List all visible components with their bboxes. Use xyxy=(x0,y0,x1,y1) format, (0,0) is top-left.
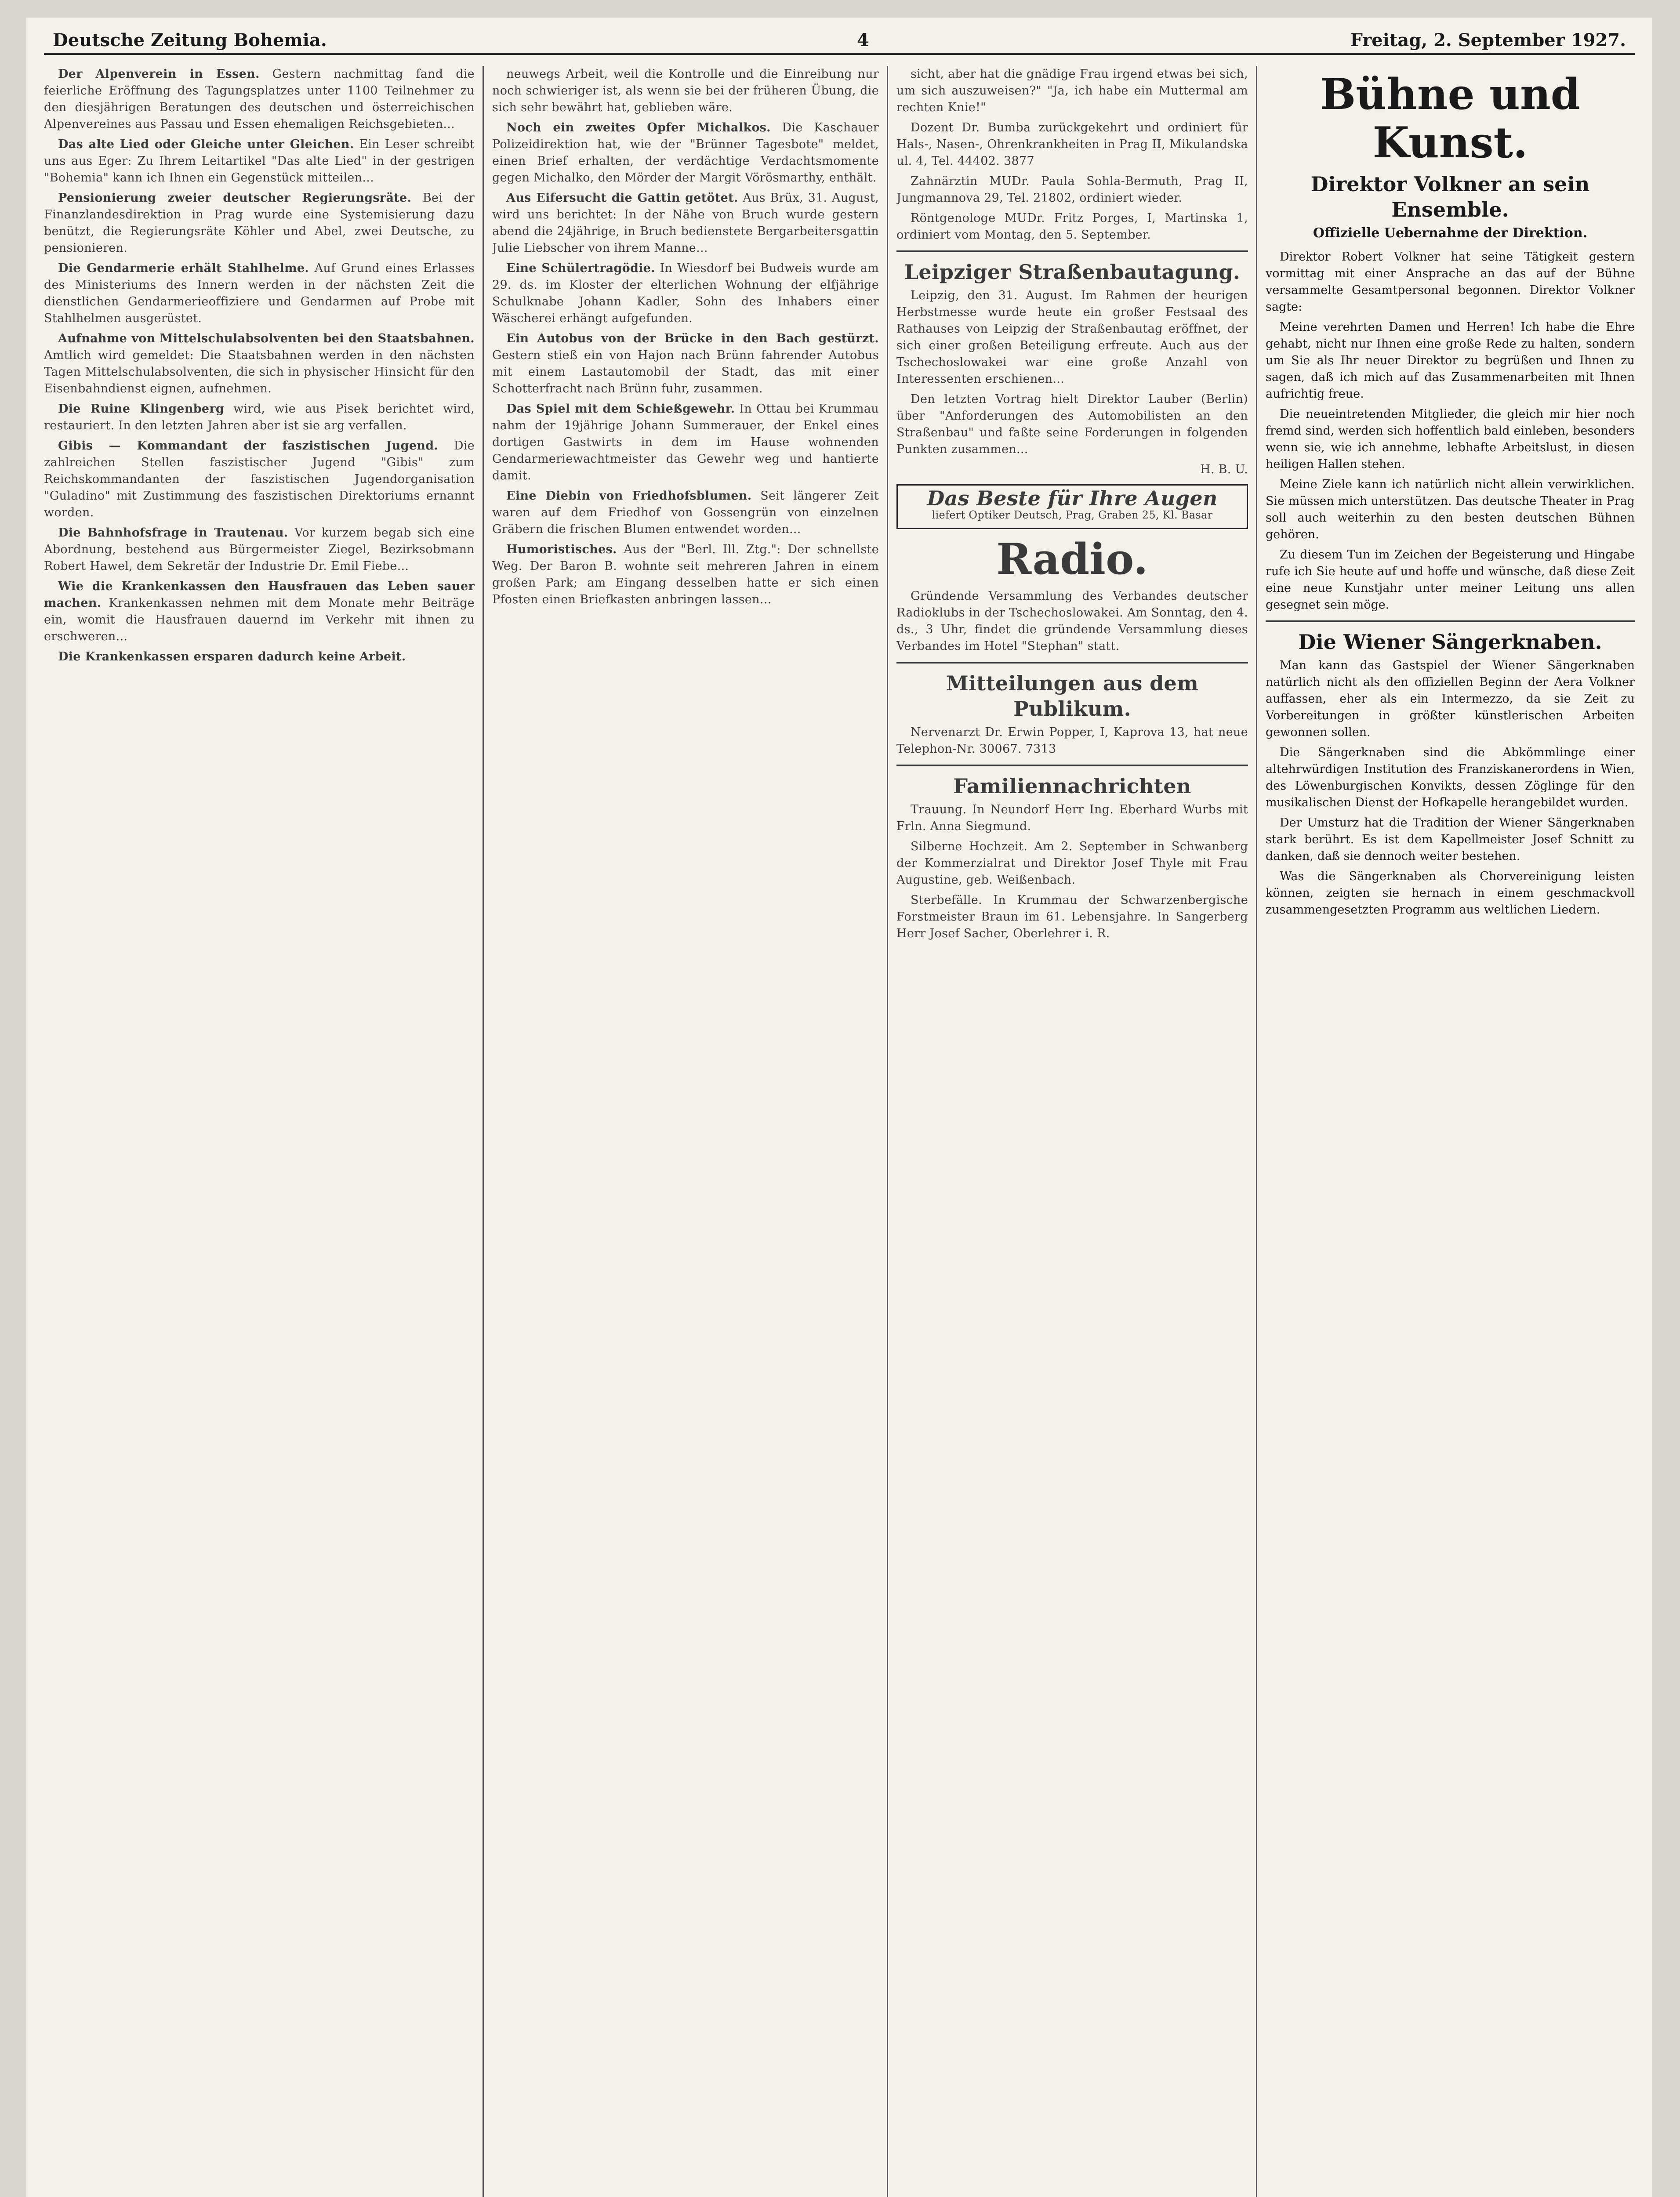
heading-publikum: Mitteilungen aus dem Publikum. xyxy=(946,671,1199,721)
article-humoristisches: Humoristisches. Aus der "Berl. Ill. Ztg.": Der schnellste Weg. Der Baron B. wohnte seit mehreren Jahren in einem großen Park; am Eingang desselben hatte er sich einen Pfosten einen Briefkasten anbringen lassen... xyxy=(492,543,879,606)
article-gibis: Gibis — Kommandant der faszistischen Jugend. Die zahlreichen Stellen faszistischer Jugend "Gibis" zum Reichskommandanten der faszistischen Jugendorganisation "Guladino" mit Zustimmung des faszistischen Direktoriums ernannt worden. xyxy=(44,439,475,519)
column-4 xyxy=(1266,66,1635,2197)
article-klingenberg: Die Ruine Klingenberg wird, wie aus Pisek berichtet wird, restauriert. In den letzten Jahren aber ist sie arg verfallen. xyxy=(44,402,475,432)
column-3 xyxy=(896,66,1248,2197)
article-radio: Gründende Versammlung des Verbandes deutscher Radioklubs in der Tschechoslowakei. Am Sonntag, den 4. ds., 3 Uhr, findet die gründende Versammlung dieses Verbandes im Hotel "Stephan" statt. xyxy=(896,589,1248,653)
article-krankenkassen: Wie die Krankenkassen den Hausfrauen das Leben sauer machen. Krankenkassen nehmen mit dem Monate mehr Beiträge ein, womit die Hausfrauen dauernd im Verkehr mit ihnen zu erschweren... xyxy=(44,580,475,643)
article-saengerknaben: Man kann das Gastspiel der Wiener Sängerknaben natürlich nicht als den offiziellen Beginn der Aera Volkner auffassen, eher als ein Intermezzo, da sie Zeit zu Vorbereitungen in größter künstlerischen Arbeiten gewonnen sollen. xyxy=(1266,659,1635,739)
notice-bumba: Dozent Dr. Bumba zurückgekehrt und ordiniert für Hals-, Nasen-, Ohrenkrankheiten in Prag II, Mikulandska ul. 4, Tel. 44402. 3877 xyxy=(896,121,1248,168)
familie-trauung: Trauung. In Neundorf Herr Ing. Eberhard Wurbs mit Frln. Anna Siegmund. xyxy=(896,803,1248,833)
article-strassenbau: Leipzig, den 31. August. Im Rahmen der heurigen Herbstmesse wurde heute ein großer Festsaal des Rathauses von Leipzig der Straßenbautag eröffnet, der sich einer großen Beteiligung erfreute. Auch aus der Tschechoslowakei war eine große Anzahl von Interessenten erschienen... xyxy=(896,289,1248,386)
article-strassenbau-2: Den letzten Vortrag hielt Direktor Lauber (Berlin) über "Anforderungen des Automobilisten an den Straßenbau" und faßte seine Forderungen in folgenden Punkten zusammen... xyxy=(896,392,1248,456)
issue-date: Freitag, 2. September 1927. xyxy=(1350,30,1626,51)
article-pensionierung: Pensionierung zweier deutscher Regierungsräte. Bei der Finanzlandesdirektion in Prag wurde eine Systemisierung dazu benützt, die Regierungsräte Köhler und Abel, zwei Deutsche, zu pensionieren. xyxy=(44,191,475,255)
ad-details: liefert Optiker Deutsch, Prag, Graben 25, Kl. Basar xyxy=(932,509,1213,521)
divider xyxy=(896,250,1248,252)
article-direktor: Direktor Robert Volkner hat seine Tätigkeit gestern vormittag mit einer Ansprache an das auf der Bühne versammelte Gesamtpersonal begonnen. Direktor Volkner sagte: xyxy=(1266,250,1635,314)
article-direktor-5: Zu diesem Tun im Zeichen der Begeisterung und Hingabe rufe ich Sie heute auf und hoffe und wünsche, daß diese Zeit eine neue Kunstjahr unter meiner Leitung uns allen gesegnet sein möge. xyxy=(1266,548,1635,612)
article-direktor-2: Meine verehrten Damen und Herren! Ich habe die Ehre gehabt, nicht nur Ihnen eine große Rede zu halten, sondern um Sie als Ihr neuer Direktor zu begrüßen und Ihnen zu sagen, daß ich mich auf das Zusammenarbeiten mit Ihnen aufrichtig freue. xyxy=(1266,320,1635,401)
article-continued: neuwegs Arbeit, weil die Kontrolle und die Einreibung nur noch schwieriger ist, als wenn sie bei der früheren Übung, die sich sehr bewährt hat, geblieben wäre. xyxy=(492,67,879,114)
article-schuelertragoedie: Eine Schülertragödie. In Wiesdorf bei Budweis wurde am 29. ds. im Kloster der elterlichen Wohnung der elfjährige Schulknabe Johann Kadler, Sohn des Inhabers einer Wäscherei erhängt aufgefunden. xyxy=(492,261,879,325)
article-signature: H. B. U. xyxy=(1200,463,1248,476)
article-krankenkassen-end: Die Krankenkassen ersparen dadurch keine Arbeit. xyxy=(58,650,406,663)
article-staatsbahnen: Aufnahme von Mittelschulabsolventen bei den Staatsbahnen. Amtlich wird gemeldet: Die Staatsbahnen werden in den nächsten Tagen Mittelschulabsolventen, die sich in physischer Hinsicht für den Eisenbahndienst eignen, aufnehmen. xyxy=(44,332,475,395)
paper-name: Deutsche Zeitung Bohemia. xyxy=(53,30,327,51)
notice-porges: Röntgenologe MUDr. Fritz Porges, I, Martinska 1, ordiniert vom Montag, den 5. September. xyxy=(896,211,1248,242)
article-direktor-3: Die neueintretenden Mitglieder, die gleich mir hier noch fremd sind, werden sich hoffentlich bald einleben, besonders wenn sie, wie ich annehme, lebhafte Arbeitslust, in diesen heiligen Hallen stehen. xyxy=(1266,407,1635,471)
article-alpenverein: Der Alpenverein in Essen. Gestern nachmittag fand die feierliche Eröffnung des Tagungsplatzes unter 1100 Teilnehmer zu den diesjährigen Beratungen des deutschen und österreichischen Alpenvereines aus Passau und Essen ehemaligen Reichsgebieten... xyxy=(44,67,475,131)
divider xyxy=(1266,620,1635,622)
notice-sohla: Zahnärztin MUDr. Paula Sohla-Bermuth, Prag II, Jungmannova 29, Tel. 21802, ordiniert wieder. xyxy=(896,174,1248,205)
article-eifersucht: Aus Eifersucht die Gattin getötet. Aus Brüx, 31. August, wird uns berichtet: In der Nähe von Bruch wurde gestern abend die 24jährige, in Bruch bedienstete Bergarbeitersgattin Julie Liebscher von ihrem Manne... xyxy=(492,191,879,255)
article-gendarmerie: Die Gendarmerie erhält Stahlhelme. Auf Grund eines Erlasses des Ministeriums des Innern werden in der nächsten Zeit die dienstlichen Gendarmerieoffiziere und Gendarmen auf Probe mit Stahlhelmen ausgerüstet. xyxy=(44,261,475,325)
article-michalko: Noch ein zweites Opfer Michalkos. Die Kaschauer Polizeidirektion hat, wie der "Brünner Tagesbote" meldet, einen Brief erhalten, der verdächtige Verdachtsmomente gegen Michalko, den Mörder der Margit Vörösmarthy, enthält. xyxy=(492,121,879,185)
article-continued: sicht, aber hat die gnädige Frau irgend etwas bei sich, um sich auszuweisen?" "Ja, ich habe ein Muttermal am rechten Knie!" xyxy=(896,67,1248,114)
heading-familie: Familiennachrichten xyxy=(953,774,1191,798)
article-autobus: Ein Autobus von der Brücke in den Bach gestürzt. Gestern stieß ein von Hajon nach Brünn fahrender Autobus mit einem Lastautomobil der Stadt, das mit einer Schotterfracht nach Brünn fuhr, zusammen. xyxy=(492,332,879,395)
section-title: Bühne und Kunst. xyxy=(1320,69,1580,167)
article-saengerknaben-3: Der Umsturz hat die Tradition der Wiener Sängerknaben stark berührt. Es ist dem Kapellmeister Josef Schnitt zu danken, daß sie dennoch weiter bestehen. xyxy=(1266,816,1635,863)
heading-saengerknaben: Die Wiener Sängerknaben. xyxy=(1298,630,1602,654)
running-header xyxy=(44,26,1635,55)
heading-direktor: Direktor Volkner an sein Ensemble. xyxy=(1310,172,1590,221)
article-schiessgewehr: Das Spiel mit dem Schießgewehr. In Ottau bei Krummau nahm der 19jährige Johann Summerauer, der Enkel eines dortigen Gastwirts in dem im Hause wohnenden Gendarmeriewachtmeister das Gewehr weg und hantierte damit. xyxy=(492,402,879,482)
divider xyxy=(896,662,1248,663)
ad-headline: Das Beste für Ihre Augen xyxy=(927,486,1218,510)
subheading-direktor: Offizielle Uebernahme der Direktion. xyxy=(1313,225,1588,241)
column-divider xyxy=(887,66,888,2197)
notice-popper: Nervenarzt Dr. Erwin Popper, I, Kaprova 13, hat neue Telephon-Nr. 30067. 7313 xyxy=(896,725,1248,756)
heading-radio: Radio. xyxy=(996,534,1148,584)
column-divider xyxy=(1256,66,1257,2197)
article-direktor-4: Meine Ziele kann ich natürlich nicht allein verwirklichen. Sie müssen mich unterstützen. Das deutsche Theater in Prag soll auch weiterhin zu den besten deutschen Bühnen gehören. xyxy=(1266,478,1635,541)
article-saengerknaben-4: Was die Sängerknaben als Chorvereinigung leisten können, zeigten sie hernach in einem geschmackvoll zusammengesetzten Programm aus weltlichen Liedern. xyxy=(1266,870,1635,917)
column-2 xyxy=(492,66,879,2197)
article-altes-lied: Das alte Lied oder Gleiche unter Gleichen. Ein Leser schreibt uns aus Eger: Zu Ihrem Leitartikel "Das alte Lied" in der gestrigen "Bohemia" kann ich Ihnen ein Gegenstück mitteilen... xyxy=(44,138,475,185)
column-divider xyxy=(483,66,484,2197)
article-saengerknaben-2: Die Sängerknaben sind die Abkömmlinge einer altehrwürdigen Institution des Franziskanerordens in Wien, des Löwenburgischen Konvikts, dessen Zöglinge für den musikalischen Dienst der Hofkapelle herangebildet wurden. xyxy=(1266,746,1635,809)
page-number: 4 xyxy=(857,30,869,51)
newspaper-page xyxy=(26,18,1652,2197)
familie-hochzeit: Silberne Hochzeit. Am 2. September in Schwanberg der Kommerzialrat und Direktor Josef Thyle mit Frau Augustine, geb. Weißenbach. xyxy=(896,840,1248,887)
familie-sterbefaelle: Sterbefälle. In Krummau der Schwarzenbergische Forstmeister Braun im 61. Lebensjahre. In Sangerberg Herr Josef Sacher, Oberlehrer i. R. xyxy=(896,893,1248,940)
article-friedhofsblumen: Eine Diebin von Friedhofsblumen. Seit längerer Zeit waren auf dem Friedhof von Gossengrün von einzelnen Gräbern die frischen Blumen entwendet worden... xyxy=(492,489,879,536)
article-bahnhofsfrage: Die Bahnhofsfrage in Trautenau. Vor kurzem begab sich eine Abordnung, bestehend aus Bürgermeister Ziegel, Bezirksobmann Robert Hawel, dem Sekretär der Industrie Dr. Emil Fiebe... xyxy=(44,526,475,573)
divider xyxy=(896,765,1248,766)
heading-strassenbau: Leipziger Straßenbautagung. xyxy=(904,260,1241,284)
column-1 xyxy=(44,66,475,2197)
ad-optiker xyxy=(896,484,1248,529)
